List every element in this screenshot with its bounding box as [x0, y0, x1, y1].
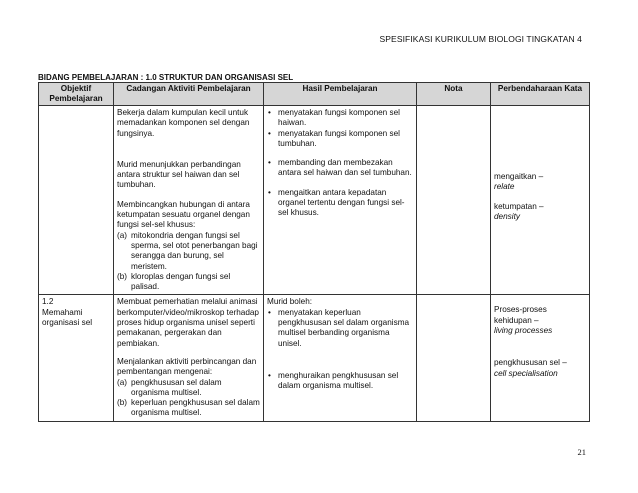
- column-header-activities: Cadangan Aktiviti Pembelajaran: [114, 83, 264, 106]
- list-item: • menyatakan fungsi komponen sel haiwan.: [267, 108, 413, 129]
- table-header-row: [39, 83, 590, 106]
- column-header-notes: Nota: [417, 83, 491, 106]
- objective-cell: [39, 106, 114, 295]
- activity-paragraph: Membincangkan hubungan di antara ketumpatan sesuatu organel dengan fungsi sel-sel khusus:: [117, 199, 250, 230]
- list-item-text: mitokondria dengan fungsi sel sperma, sel otot penerbangan bagi serangga dan burung, sel meristem.: [131, 230, 258, 271]
- vocabulary-cell: [491, 295, 590, 421]
- list-marker: (a): [117, 377, 128, 387]
- column-header-vocabulary: Perbendaharaan Kata: [491, 83, 590, 106]
- column-header-objective: Objektif Pembelajaran: [39, 83, 114, 106]
- activity-sublist: [117, 231, 260, 293]
- outcomes-list: [267, 308, 413, 349]
- vocab-term: Proses-proses kehidupan –: [494, 305, 547, 325]
- list-item-text: keperluan pengkhususan sel dalam organisma multisel.: [131, 398, 260, 418]
- activities-cell: [114, 295, 264, 421]
- activity-sublist: [117, 378, 260, 419]
- activities-cell: [114, 106, 264, 295]
- outcomes-cell: [264, 106, 417, 295]
- list-item: [117, 398, 260, 419]
- document-header: SPESIFIKASI KURIKULUM BIOLOGI TINGKATAN 4: [379, 34, 582, 44]
- outcomes-list: [267, 108, 413, 149]
- objective-number: 1.2: [42, 297, 54, 307]
- outcomes-list: [267, 188, 413, 219]
- activity-paragraph: Membuat pemerhatian melalui animasi berkomputer/video/mikroskop terhadap proses hidup organisma unisel seperti pemakanan, pergerakan dan pembiakan.: [117, 297, 259, 348]
- outcomes-intro: Murid boleh:: [267, 297, 313, 307]
- page-number: 21: [577, 447, 586, 457]
- vocab-translation: relate: [494, 182, 515, 192]
- notes-cell: [417, 295, 491, 421]
- vocab-term: pengkhususan sel –: [494, 358, 567, 368]
- activity-paragraph: Bekerja dalam kumpulan kecil untuk memadankan komponen sel dengan fungsinya.: [117, 108, 250, 138]
- list-item: • menghuraikan pengkhususan sel dalam organisma multisel.: [267, 371, 413, 392]
- list-item-text: kloroplas dengan fungsi sel palisad.: [131, 271, 231, 292]
- outcomes-cell: [264, 295, 417, 421]
- list-item: • membanding dan membezakan antara sel haiwan dan sel tumbuhan.: [267, 158, 413, 179]
- vocab-translation: density: [494, 211, 520, 221]
- vocab-term: mengaitkan –: [494, 172, 544, 181]
- list-item: [117, 231, 260, 272]
- list-item-text: pengkhususan sel dalam organisma multisel.: [131, 377, 222, 397]
- activity-paragraph: Murid menunjukkan perbandingan antara struktur sel haiwan dan sel tumbuhan.: [117, 159, 241, 190]
- vocab-term: ketumpatan –: [494, 201, 544, 211]
- list-marker: (b): [117, 398, 128, 408]
- outcomes-list: [267, 158, 413, 179]
- list-item: • menyatakan fungsi komponen sel tumbuhan.: [267, 129, 413, 150]
- objective-text: Memahami organisasi sel: [42, 307, 93, 328]
- vocabulary-cell: [491, 106, 590, 295]
- curriculum-table: [38, 82, 590, 422]
- list-marker: (a): [117, 230, 128, 240]
- table-row: [39, 106, 590, 295]
- table-row: [39, 295, 590, 421]
- list-item: [117, 378, 260, 399]
- column-header-outcomes: Hasil Pembelajaran: [264, 83, 417, 106]
- vocab-translation: cell specialisation: [494, 368, 558, 378]
- list-item: • mengaitkan antara kepadatan organel tertentu dengan fungsi sel-sel khusus.: [267, 188, 413, 219]
- objective-cell: [39, 295, 114, 421]
- section-title: BIDANG PEMBELAJARAN : 1.0 STRUKTUR DAN ORGANISASI SEL: [38, 73, 294, 82]
- list-item: • menyatakan keperluan pengkhususan sel dalam organisma multisel berbanding organisma unisel.: [267, 308, 413, 349]
- activity-paragraph: Menjalankan aktiviti perbincangan dan pembentangan mengenai:: [117, 356, 257, 377]
- outcomes-list: [267, 371, 413, 392]
- list-item: [117, 272, 260, 293]
- notes-cell: [417, 106, 491, 295]
- list-marker: (b): [117, 271, 128, 281]
- vocab-translation: living processes: [494, 326, 553, 336]
